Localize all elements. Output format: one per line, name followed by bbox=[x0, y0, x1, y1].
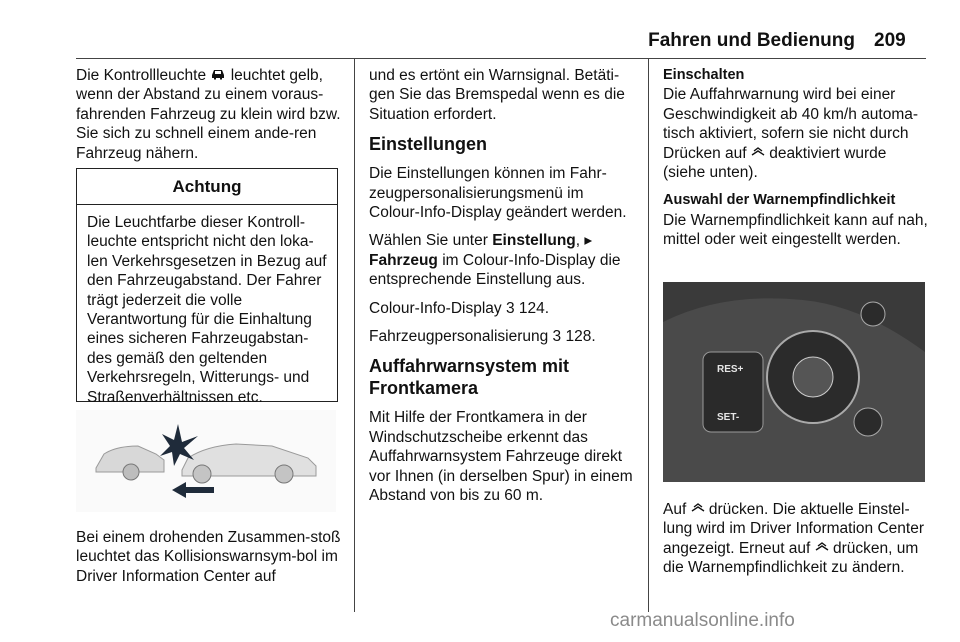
set-minus-label: SET- bbox=[717, 412, 740, 423]
collision-illustration bbox=[76, 410, 336, 512]
arrow-icon: ▸ bbox=[584, 232, 593, 250]
column-divider-2 bbox=[648, 58, 649, 612]
steering-wheel-illustration bbox=[663, 282, 925, 482]
intro-paragraph: Die Kontrollleuchte leuchtet gelb, wenn der Abstand zu einem voraus-fahrenden Fahrzeug zu klein wird bzw. Sie sich zu schnell einem ande-ren Fahrzeug nähern. bbox=[76, 67, 341, 162]
column-3-bottom bbox=[663, 500, 931, 578]
warning-box bbox=[76, 168, 338, 406]
system-heading: Auffahrwarnsystem mit Frontkamera bbox=[369, 356, 570, 399]
sensitivity-button-icon bbox=[815, 539, 829, 558]
header-rule bbox=[76, 58, 926, 59]
column-divider-1 bbox=[354, 58, 355, 612]
page-title: Fahren und Bedienung bbox=[648, 30, 855, 51]
activate-paragraph: Die Auffahrwarnung wird bei einer Geschwindigkeit ab 40 km/h automa-tisch aktiviert, sofern sie nicht durch Drücken auf deaktiviert wurde (siehe unten). bbox=[663, 86, 919, 182]
menu-settings-label: Einstellung bbox=[492, 232, 576, 250]
sensitivity-button-icon bbox=[691, 500, 705, 519]
settings-heading: Einstellungen bbox=[369, 134, 488, 155]
sensitivity-heading: Auswahl der Warnempfindlichkeit bbox=[663, 192, 896, 209]
warning-box-text: Die Leuchtfarbe dieser Kontroll-leuchte entspricht nicht den loka-len Verkehrsgesetzen in Bezug auf den Fahrzeugabstand. Der Fahrer trägt jederzeit die volle Verantwortung für die Einhaltung eines sicheren Fahrzeugabstan-des gemäß den geltenden Verkehrsregeln, Witterungs- und Straßenverhältnissen etc. bbox=[87, 214, 327, 406]
menu-vehicle-label: Fahrzeug bbox=[369, 251, 438, 269]
reference-colour-info: Colour-Info-Display 3 124. bbox=[369, 299, 550, 317]
sensitivity-button-icon bbox=[751, 144, 765, 163]
column-3 bbox=[663, 66, 929, 250]
page-ref-icon: 3 bbox=[505, 299, 515, 317]
press-paragraph: Auf drücken. Die aktuelle Einstel-lung wird im Driver Information Center angezeigt. Erneut auf drücken, um die Warnempfindlichkeit zu ändern. bbox=[663, 501, 925, 577]
warning-box-title: Achtung bbox=[77, 169, 337, 205]
collision-car-icon bbox=[210, 66, 226, 85]
page-ref-icon: 3 bbox=[552, 328, 562, 346]
res-plus-label: RES+ bbox=[717, 364, 744, 375]
signal-paragraph: und es ertönt ein Warnsignal. Betäti-gen Sie das Bremspedal wenn es die Situation erfordert. bbox=[369, 67, 625, 123]
reference-personalization: Fahrzeugpersonalisierung 3 128. bbox=[369, 328, 596, 346]
column-1 bbox=[76, 66, 344, 163]
page-number: 209 bbox=[874, 30, 906, 51]
column-2 bbox=[369, 66, 637, 506]
column-1-bottom bbox=[76, 528, 348, 586]
select-paragraph: Wählen Sie unter Einstellung, ▸ Fahrzeug im Colour-Info-Display die entsprechende Einstellung aus. bbox=[369, 232, 621, 289]
activate-heading: Einschalten bbox=[663, 67, 745, 83]
settings-paragraph: Die Einstellungen können im Fahr-zeugpersonalisierungsmenü im Colour-Info-Display geändert werden. bbox=[369, 165, 627, 222]
system-paragraph: Mit Hilfe der Frontkamera in der Windschutzscheibe erkennt das Auffahrwarnsystem Fahrzeuge direkt vor Ihnen (in derselben Spur) in einem Abstand von bis zu 60 m. bbox=[369, 409, 633, 505]
collision-paragraph: Bei einem drohenden Zusammen-stoß leuchtet das Kollisionswarnsym-bol im Driver Information Center auf bbox=[76, 529, 341, 585]
watermark: carmanualsonline.info bbox=[610, 610, 795, 631]
sensitivity-paragraph: Die Warnempfindlichkeit kann auf nah, mittel oder weit eingestellt werden. bbox=[663, 211, 928, 249]
